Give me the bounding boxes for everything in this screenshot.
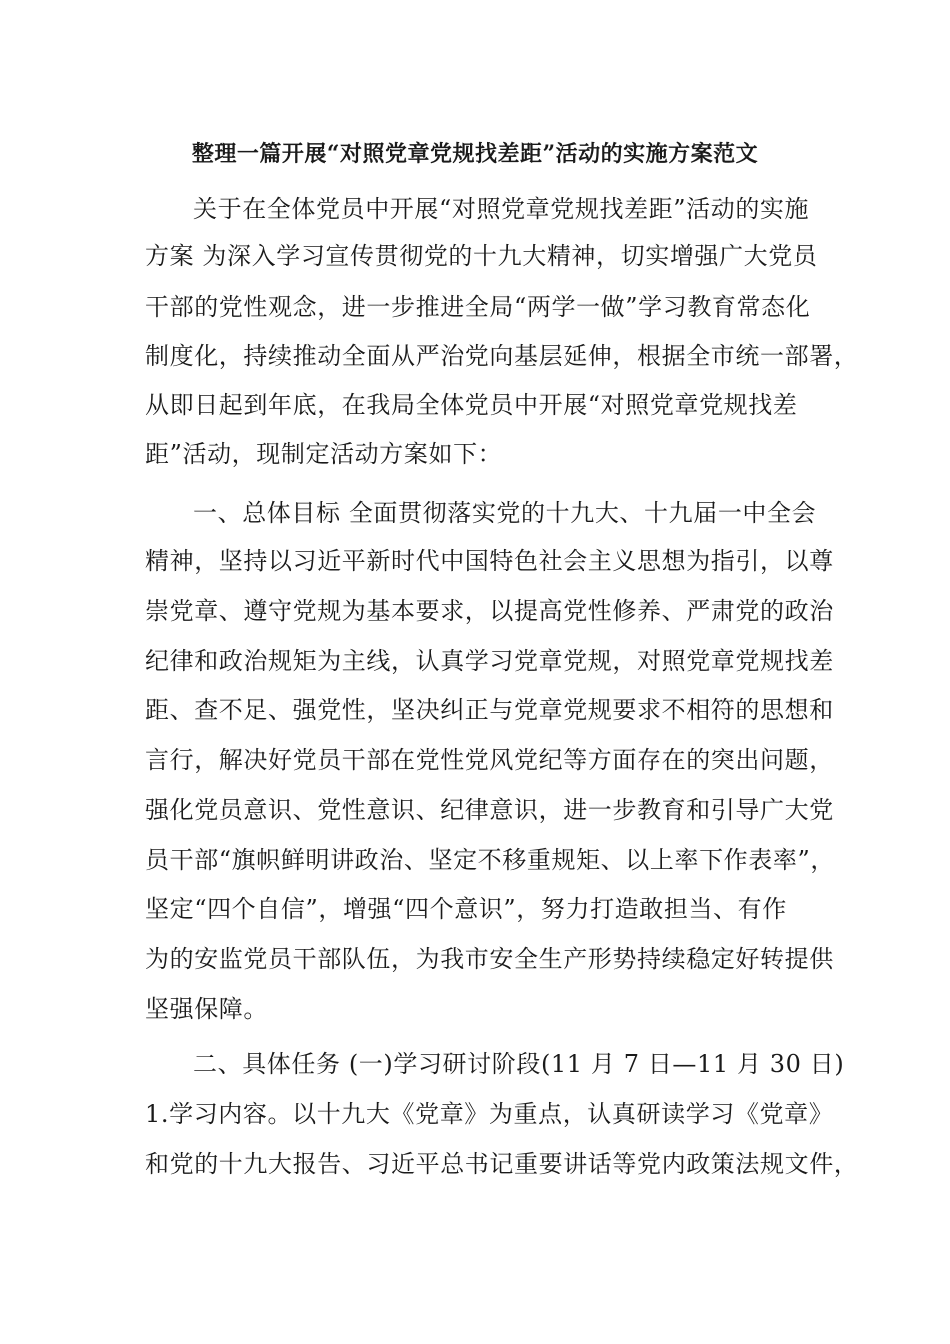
paragraph-2-line-3: 崇党章、遵守党规为基本要求，以提高党性修养、严肃党的政治 (145, 597, 834, 625)
paragraph-2-line-11: 坚强保障。 (145, 995, 268, 1023)
document-title: 整理一篇开展“对照党章党规找差距”活动的实施方案范文 (191, 141, 759, 167)
paragraph-2-line-5: 距、查不足、强党性，坚决纠正与党章党规要求不相符的思想和 (145, 696, 834, 724)
paragraph-1-line-5: 从即日起到年底，在我局全体党员中开展“对照党章党规找差 (145, 391, 798, 419)
paragraph-2-line-10: 为的安监党员干部队伍，为我市安全生产形势持续稳定好转提供 (145, 945, 834, 973)
paragraph-2-line-8: 员干部“旗帜鲜明讲政治、坚定不移重规矩、以上率下作表率”， (145, 846, 835, 874)
paragraph-3-line-3: 和党的十九大报告、习近平总书记重要讲话等党内政策法规文件， (145, 1150, 859, 1178)
paragraph-1-line-1: 关于在全体党员中开展“对照党章党规找差距”活动的实施 (193, 195, 810, 223)
paragraph-2-line-9: 坚定“四个自信”，增强“四个意识”，努力打造敢担当、有作 (145, 895, 787, 923)
paragraph-3-line-2: 1.学习内容。以十九大《党章》为重点，认真研读学习《党章》 (145, 1100, 834, 1128)
paragraph-2-line-7: 强化党员意识、党性意识、纪律意识，进一步教育和引导广大党 (145, 796, 834, 824)
paragraph-1-line-4: 制度化，持续推动全面从严治党向基层延伸，根据全市统一部署， (145, 342, 859, 370)
paragraph-2-line-4: 纪律和政治规矩为主线，认真学习党章党规，对照党章党规找差 (145, 647, 834, 675)
paragraph-1-line-6: 距”活动，现制定活动方案如下： (145, 440, 503, 468)
paragraph-1-line-3: 干部的党性观念，进一步推进全局“两学一做”学习教育常态化 (145, 293, 811, 321)
paragraph-1-line-2: 方案 为深入学习宣传贯彻党的十九大精神，切实增强广大党员 (145, 242, 818, 270)
paragraph-2-line-6: 言行，解决好党员干部在党性党风党纪等方面存在的突出问题， (145, 746, 834, 774)
paragraph-3-line-1: 二、具体任务 (一)学习研讨阶段(11 月 7 日—11 月 30 日) (193, 1050, 845, 1078)
paragraph-2-line-2: 精神，坚持以习近平新时代中国特色社会主义思想为指引，以尊 (145, 547, 834, 575)
paragraph-2-line-1: 一、总体目标 全面贯彻落实党的十九大、十九届一中全会 (193, 499, 817, 527)
